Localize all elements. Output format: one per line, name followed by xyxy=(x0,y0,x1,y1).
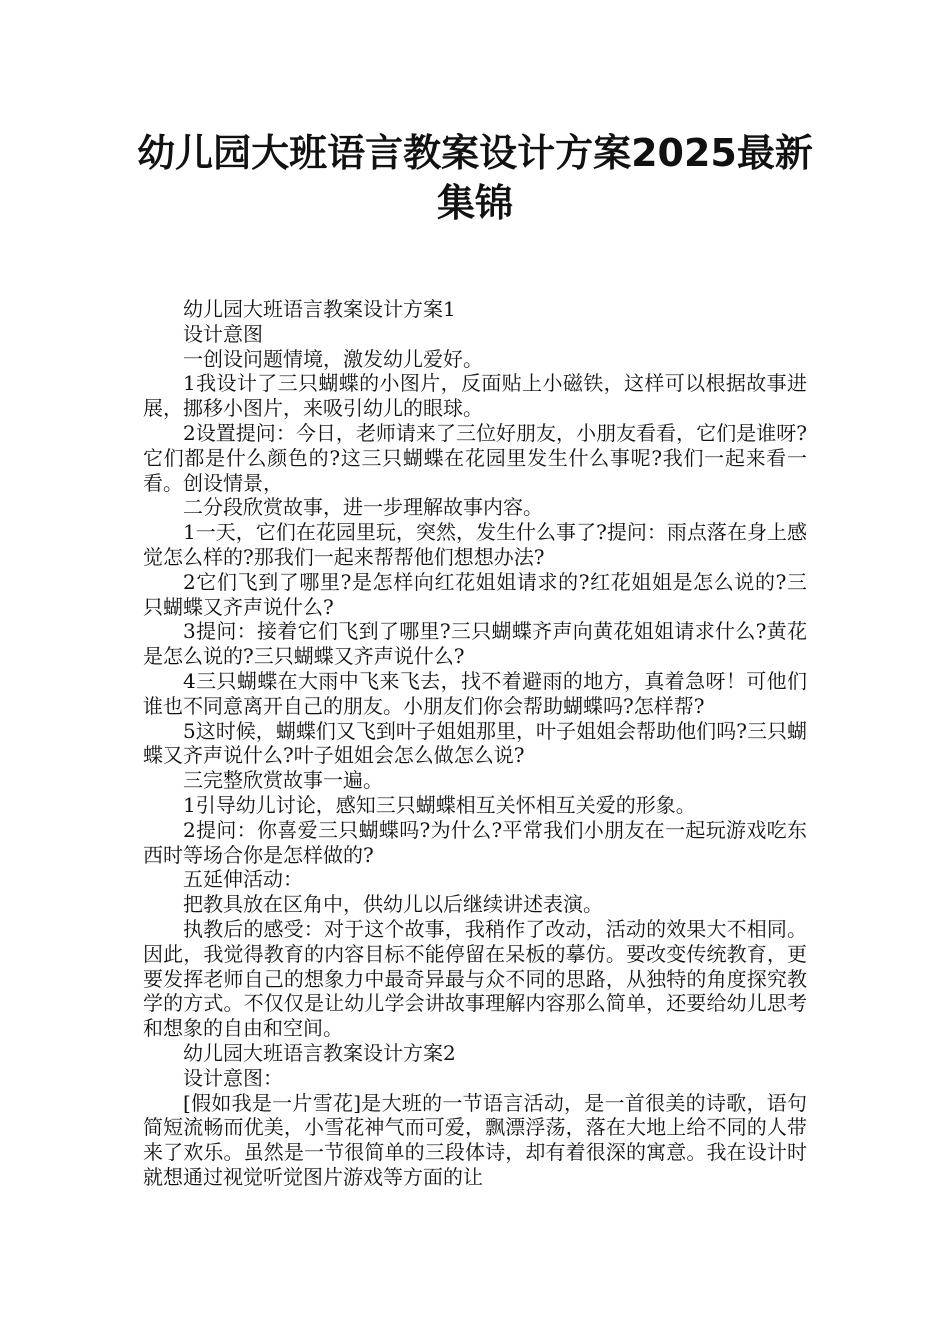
paragraph: 把教具放在区角中，供幼儿以后继续讲述表演。 xyxy=(183,892,603,917)
paragraph: 1一天，它们在花园里玩，突然，发生什么事了?提问：雨点落在身上感觉怎么样的?那我们一起来帮帮他们想想办法? xyxy=(143,520,807,569)
paragraph: 2设置提问：今日，老师请来了三位好朋友，小朋友看看，它们是谁呀?它们都是什么颜色的?这三只蝴蝶在花园里发生什么事呢?我们一起来看一看。创设情景， xyxy=(143,420,807,495)
paragraph: 4三只蝴蝶在大雨中飞来飞去，找不着避雨的地方，真着急呀！可他们谁也不同意离开自己的朋友。小朋友们你会帮助蝴蝶吗?怎样帮? xyxy=(143,668,807,718)
paragraph: 1我设计了三只蝴蝶的小图片，反面贴上小磁铁，这样可以根据故事进展，挪移小图片，来吸引幼儿的眼球。 xyxy=(143,371,807,421)
document-title: 幼儿园大班语言教案设计方案2025最新集锦 xyxy=(137,131,813,225)
paragraph: 幼儿园大班语言教案设计方案2 xyxy=(183,1040,456,1065)
paragraph: 5这时候，蝴蝶们又飞到叶子姐姐那里，叶子姐姐会帮助他们吗?三只蝴蝶又齐声说什么?叶子姐姐会怎么做怎么说? xyxy=(143,718,807,768)
paragraph: 3提问：接着它们飞到了哪里?三只蝴蝶齐声向黄花姐姐请求什么?黄花是怎么说的?三只蝴蝶又齐声说什么? xyxy=(143,619,807,669)
paragraph: 三完整欣赏故事一遍。 xyxy=(183,768,383,793)
paragraph: 1引导幼儿讨论，感知三只蝴蝶相互关怀相互关爱的形象。 xyxy=(183,792,696,817)
paragraph: 2提问：你喜爱三只蝴蝶吗?为什么?平常我们小朋友在一起玩游戏吃东西时等场合你是怎样做的? xyxy=(143,817,807,867)
paragraph: 五延伸活动： xyxy=(183,867,303,892)
paragraph: 幼儿园大班语言教案设计方案1 xyxy=(183,297,456,321)
paragraph: 设计意图 xyxy=(183,321,263,346)
paragraph: 二分段欣赏故事，进一步理解故事内容。 xyxy=(183,495,543,520)
paragraph: 设计意图： xyxy=(183,1065,283,1090)
paragraph: 一创设问题情境，激发幼儿爱好。 xyxy=(183,346,483,371)
paragraph: 执教后的感受：对于这个故事，我稍作了改动，活动的效果大不相同。因此，我觉得教育的内容目标不能停留在呆板的摹仿。要改变传统教育，更要发挥老师自己的想象力中最奇异最与众不同的思路，从独特的角度探究教学的方式。不仅仅是让幼儿学会讲故事理解内容那么简单，还要给幼儿思考和想象的自由和空间。 xyxy=(143,916,807,1041)
document-body xyxy=(143,297,807,1190)
paragraph: 2它们飞到了哪里?是怎样向红花姐姐请求的?红花姐姐是怎么说的?三只蝴蝶又齐声说什么? xyxy=(143,569,807,619)
paragraph: [假如我是一片雪花]是大班的一节语言活动，是一首很美的诗歌，语句简短流畅而优美，小雪花神气而可爱，飘漂浮荡，落在大地上给不同的人带来了欢乐。虽然是一节很简单的三段体诗，却有着很深的寓意。我在设计时就想通过视觉听觉图片游戏等方面的让 xyxy=(143,1090,807,1189)
